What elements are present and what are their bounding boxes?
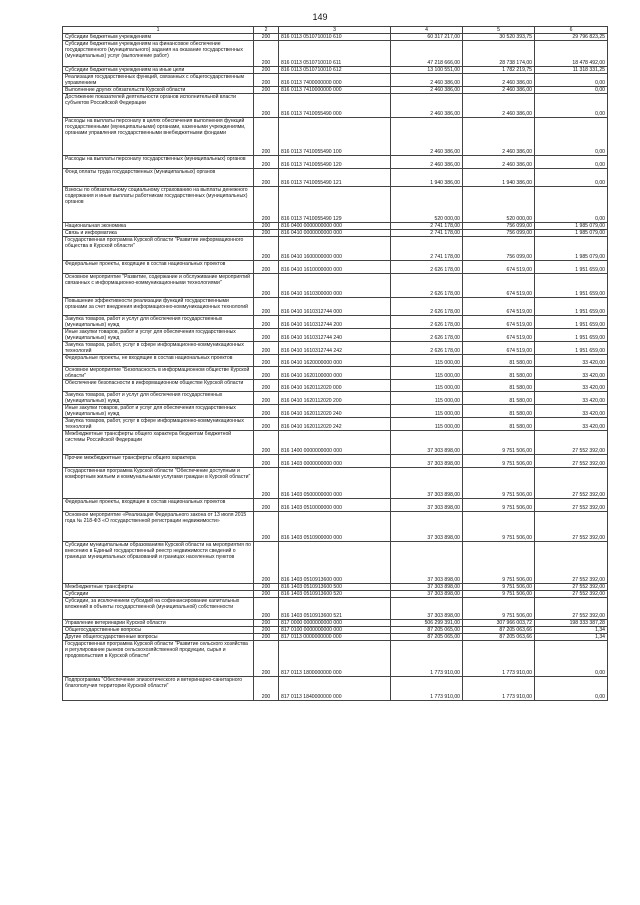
row-amount-executed-cell: 9 751 506,00 [463, 455, 535, 468]
row-name-cell: Другие общегосударственные вопросы [63, 634, 254, 641]
table-row [63, 261, 608, 274]
row-amount-remaining-cell: 0,00 [535, 641, 608, 677]
row-code-cell: 200 [254, 431, 279, 455]
row-name-cell: Федеральные проекты, не входящие в состав национальных проектов [63, 355, 254, 367]
row-kbk-cell: 817 0113 1800000000 000 [279, 641, 391, 677]
table-row [63, 342, 608, 355]
row-name-cell: Государственная программа Курской области "Развитие сельского хозяйства и регулирование рынков сельскохозяйственной продукции, сырья и продовольствия в Курской области" [63, 641, 254, 677]
row-code-cell: 200 [254, 187, 279, 223]
row-amount-approved-cell: 115 000,00 [391, 367, 463, 380]
row-kbk-cell: 816 0113 0510710010 612 [279, 67, 391, 74]
row-name-cell: Обеспечение безопасности в информационном обществе Курской области [63, 380, 254, 392]
row-amount-executed-cell: 81 580,00 [463, 392, 535, 405]
row-amount-approved-cell: 1 773 910,00 [391, 677, 463, 701]
table-row [63, 598, 608, 620]
row-amount-remaining-cell: 33 420,00 [535, 367, 608, 380]
row-kbk-cell: 816 0410 1610000000 000 [279, 261, 391, 274]
row-amount-remaining-cell: 1 951 659,00 [535, 316, 608, 329]
row-amount-executed-cell: 674 519,00 [463, 329, 535, 342]
row-code-cell: 200 [254, 584, 279, 591]
row-amount-remaining-cell: 1 951 659,00 [535, 329, 608, 342]
row-name-cell: Взносы по обязательному социальному страхованию на выплаты денежного содержания и иные выплаты работникам государственных (муниципальных) органов [63, 187, 254, 223]
row-amount-executed-cell: 756 099,00 [463, 230, 535, 237]
row-name-cell: Фонд оплаты труда государственных (муниципальных) органов [63, 169, 254, 187]
row-amount-remaining-cell: 1,34 [535, 634, 608, 641]
row-amount-approved-cell: 37 303 898,00 [391, 584, 463, 591]
row-kbk-cell: 816 0113 0510710010 610 [279, 34, 391, 41]
row-amount-executed-cell: 81 580,00 [463, 355, 535, 367]
row-name-cell: Достижение показателей деятельности органов исполнительной власти субъектов Российской Федерации [63, 94, 254, 118]
row-kbk-cell: 816 0113 7410055490 120 [279, 156, 391, 169]
row-kbk-cell: 816 1403 0500000000 000 [279, 468, 391, 499]
row-amount-executed-cell: 9 751 506,00 [463, 468, 535, 499]
row-name-cell: Реализация государственных функций, связанных с общегосударственным управлением [63, 74, 254, 87]
row-amount-remaining-cell: 0,00 [535, 74, 608, 87]
page-number: 149 [312, 12, 328, 22]
row-kbk-cell: 816 0113 0510710010 611 [279, 41, 391, 67]
row-amount-remaining-cell: 1,34 [535, 627, 608, 634]
row-amount-executed-cell: 28 738 174,00 [463, 41, 535, 67]
row-amount-approved-cell: 37 303 898,00 [391, 598, 463, 620]
row-amount-remaining-cell: 1 951 659,00 [535, 274, 608, 298]
row-name-cell: Национальная экономика [63, 223, 254, 230]
row-kbk-cell: 816 1403 0510913600 500 [279, 584, 391, 591]
row-kbk-cell: 816 0410 1610300000 000 [279, 274, 391, 298]
table-row [63, 431, 608, 455]
row-name-cell: Иные закупки товаров, работ и услуг для обеспечения государственных (муниципальных) нужд [63, 405, 254, 418]
table-row [63, 405, 608, 418]
table-row [63, 169, 608, 187]
row-amount-remaining-cell: 33 420,00 [535, 392, 608, 405]
row-amount-executed-cell: 1 782 219,75 [463, 67, 535, 74]
table-row [63, 634, 608, 641]
header-cell: 5 [463, 27, 535, 34]
row-kbk-cell: 817 0113 0000000000 000 [279, 634, 391, 641]
row-name-cell: Межбюджетные трансферты общего характера бюджетам бюджетной системы Российской Федерации [63, 431, 254, 455]
row-kbk-cell: 816 0113 7410055490 129 [279, 187, 391, 223]
row-amount-executed-cell: 87 205 063,66 [463, 627, 535, 634]
row-code-cell: 200 [254, 261, 279, 274]
row-kbk-cell: 816 0410 1620112020 240 [279, 405, 391, 418]
row-amount-approved-cell: 37 303 898,00 [391, 468, 463, 499]
row-amount-approved-cell: 37 303 898,00 [391, 455, 463, 468]
row-kbk-cell: 816 0400 0000000000 000 [279, 223, 391, 230]
row-name-cell: Основное мероприятие "Развитие, содержание и обслуживание мероприятий связанных с информационно-коммуникационными технологиями" [63, 274, 254, 298]
row-code-cell: 200 [254, 342, 279, 355]
row-amount-approved-cell: 115 000,00 [391, 355, 463, 367]
row-amount-remaining-cell: 1 951 659,00 [535, 261, 608, 274]
row-name-cell: Федеральные проекты, входящие в состав национальных проектов [63, 261, 254, 274]
row-kbk-cell: 816 0410 1610312744 000 [279, 298, 391, 316]
row-name-cell: Закупка товаров, работ и услуг для обеспечения государственных (муниципальных) нужд [63, 316, 254, 329]
row-amount-approved-cell: 520 000,00 [391, 187, 463, 223]
row-amount-remaining-cell: 33 420,00 [535, 405, 608, 418]
row-amount-executed-cell: 1 940 386,00 [463, 169, 535, 187]
row-code-cell: 200 [254, 677, 279, 701]
header-cell: 6 [535, 27, 608, 34]
row-amount-approved-cell: 13 100 551,00 [391, 67, 463, 74]
row-amount-remaining-cell: 0,00 [535, 156, 608, 169]
row-kbk-cell: 816 0410 1620100000 000 [279, 367, 391, 380]
row-amount-approved-cell: 37 303 898,00 [391, 542, 463, 584]
row-code-cell: 200 [254, 169, 279, 187]
row-amount-executed-cell: 81 580,00 [463, 380, 535, 392]
row-name-cell: Связь и информатика [63, 230, 254, 237]
row-amount-executed-cell: 756 099,00 [463, 223, 535, 230]
table-row [63, 329, 608, 342]
row-amount-remaining-cell: 1 951 659,00 [535, 342, 608, 355]
table-row [63, 591, 608, 598]
row-name-cell: Государственная программа Курской области "Развитие информационного общества в Курской области" [63, 237, 254, 261]
row-amount-remaining-cell: 27 552 392,00 [535, 542, 608, 584]
row-amount-executed-cell: 674 519,00 [463, 316, 535, 329]
row-code-cell: 200 [254, 512, 279, 542]
row-code-cell: 200 [254, 355, 279, 367]
table-row [63, 316, 608, 329]
row-amount-approved-cell: 2 626 178,00 [391, 274, 463, 298]
row-amount-approved-cell: 37 303 898,00 [391, 431, 463, 455]
row-name-cell: Федеральные проекты, входящие в состав национальных проектов [63, 499, 254, 512]
row-amount-remaining-cell: 27 552 392,00 [535, 598, 608, 620]
row-amount-executed-cell: 756 099,00 [463, 237, 535, 261]
table-row [63, 34, 608, 41]
row-amount-executed-cell: 81 580,00 [463, 418, 535, 431]
row-amount-executed-cell: 9 751 506,00 [463, 512, 535, 542]
table-row [63, 392, 608, 405]
row-amount-executed-cell: 9 751 506,00 [463, 542, 535, 584]
row-amount-executed-cell: 674 519,00 [463, 342, 535, 355]
row-code-cell: 200 [254, 598, 279, 620]
row-kbk-cell: 816 0113 7410055490 000 [279, 94, 391, 118]
row-amount-remaining-cell: 27 552 392,00 [535, 512, 608, 542]
row-kbk-cell: 816 1403 0510900000 000 [279, 512, 391, 542]
table-row [63, 94, 608, 118]
row-amount-approved-cell: 2 626 178,00 [391, 329, 463, 342]
row-kbk-cell: 816 1403 0510913600 000 [279, 542, 391, 584]
row-code-cell: 200 [254, 380, 279, 392]
row-amount-approved-cell: 37 303 898,00 [391, 591, 463, 598]
row-amount-remaining-cell: 27 552 392,00 [535, 591, 608, 598]
table-row [63, 512, 608, 542]
row-amount-remaining-cell: 18 478 492,00 [535, 41, 608, 67]
row-kbk-cell: 816 0410 0000000000 000 [279, 230, 391, 237]
row-amount-remaining-cell: 0,00 [535, 87, 608, 94]
row-code-cell: 200 [254, 499, 279, 512]
row-amount-approved-cell: 115 000,00 [391, 418, 463, 431]
budget-table [62, 26, 608, 701]
row-name-cell: Субсидии [63, 591, 254, 598]
row-kbk-cell: 816 0113 7410055490 100 [279, 118, 391, 156]
table-row [63, 677, 608, 701]
row-amount-approved-cell: 87 205 065,00 [391, 627, 463, 634]
row-name-cell: Основное мероприятие «Реализация Федерального закона от 13 июля 2015 года № 218-ФЗ «О государственной регистрации недвижимости» [63, 512, 254, 542]
row-amount-executed-cell: 9 751 506,00 [463, 431, 535, 455]
row-amount-remaining-cell: 33 420,00 [535, 380, 608, 392]
row-code-cell: 200 [254, 316, 279, 329]
row-kbk-cell: 816 0410 1620112020 242 [279, 418, 391, 431]
row-code-cell: 200 [254, 634, 279, 641]
table-row [63, 274, 608, 298]
row-kbk-cell: 816 0410 1610312744 242 [279, 342, 391, 355]
row-amount-executed-cell: 674 519,00 [463, 298, 535, 316]
row-code-cell: 200 [254, 468, 279, 499]
header-cell: 2 [254, 27, 279, 34]
row-kbk-cell: 816 1400 0000000000 000 [279, 431, 391, 455]
row-amount-remaining-cell: 0,00 [535, 677, 608, 701]
row-amount-approved-cell: 37 303 898,00 [391, 499, 463, 512]
row-amount-executed-cell: 9 751 506,00 [463, 598, 535, 620]
table-row [63, 223, 608, 230]
row-kbk-cell: 816 0113 7410055490 121 [279, 169, 391, 187]
row-code-cell: 200 [254, 418, 279, 431]
table-row [63, 230, 608, 237]
row-amount-approved-cell: 60 317 217,00 [391, 34, 463, 41]
row-amount-approved-cell: 2 460 386,00 [391, 156, 463, 169]
row-name-cell: Закупка товаров, работ, услуг в сфере информационно-коммуникационных технологий [63, 342, 254, 355]
row-kbk-cell: 816 0410 1620000000 000 [279, 355, 391, 367]
table-row [63, 584, 608, 591]
row-amount-executed-cell: 1 773 910,00 [463, 641, 535, 677]
row-amount-approved-cell: 2 626 178,00 [391, 261, 463, 274]
header-cell: 3 [279, 27, 391, 34]
row-amount-approved-cell: 115 000,00 [391, 405, 463, 418]
row-name-cell: Субсидии муниципальным образованиям Курской области на мероприятия по внесению в Единый государственный реестр недвижимости сведений о границах муниципальных образований и границах населенных пунктов [63, 542, 254, 584]
row-kbk-cell: 816 0410 1610312744 200 [279, 316, 391, 329]
row-code-cell: 200 [254, 41, 279, 67]
row-kbk-cell: 816 0410 1600000000 000 [279, 237, 391, 261]
row-amount-approved-cell: 37 303 898,00 [391, 512, 463, 542]
row-kbk-cell: 816 0410 1620112020 200 [279, 392, 391, 405]
row-amount-approved-cell: 2 460 386,00 [391, 74, 463, 87]
row-name-cell: Общегосударственные вопросы [63, 627, 254, 634]
row-amount-remaining-cell: 27 552 392,00 [535, 584, 608, 591]
row-amount-remaining-cell: 33 420,00 [535, 418, 608, 431]
row-code-cell: 200 [254, 74, 279, 87]
table-row [63, 418, 608, 431]
row-amount-remaining-cell: 11 318 331,25 [535, 67, 608, 74]
row-amount-approved-cell: 2 460 386,00 [391, 118, 463, 156]
row-amount-approved-cell: 2 626 178,00 [391, 298, 463, 316]
row-code-cell: 200 [254, 237, 279, 261]
row-code-cell: 200 [254, 87, 279, 94]
row-amount-approved-cell: 87 205 065,00 [391, 634, 463, 641]
table-row [63, 620, 608, 627]
row-amount-approved-cell: 2 741 178,00 [391, 237, 463, 261]
row-amount-remaining-cell: 0,00 [535, 169, 608, 187]
table-row [63, 355, 608, 367]
row-kbk-cell: 816 1403 0510913600 521 [279, 598, 391, 620]
row-code-cell: 200 [254, 591, 279, 598]
row-amount-remaining-cell: 1 985 079,00 [535, 223, 608, 230]
row-amount-executed-cell: 9 751 506,00 [463, 591, 535, 598]
row-name-cell: Закупка товаров, работ, услуг в сфере информационно-коммуникационных технологий [63, 418, 254, 431]
row-amount-approved-cell: 47 218 666,00 [391, 41, 463, 67]
row-name-cell: Субсидии бюджетным учреждениям [63, 34, 254, 41]
row-amount-remaining-cell: 27 552 392,00 [535, 468, 608, 499]
table-row [63, 367, 608, 380]
row-code-cell: 200 [254, 329, 279, 342]
row-amount-remaining-cell: 33 420,00 [535, 355, 608, 367]
row-amount-approved-cell: 1 940 386,00 [391, 169, 463, 187]
table-row [63, 468, 608, 499]
row-kbk-cell: 817 0100 0000000000 000 [279, 627, 391, 634]
row-amount-executed-cell: 87 205 063,66 [463, 634, 535, 641]
row-code-cell: 200 [254, 298, 279, 316]
row-amount-remaining-cell: 27 552 392,00 [535, 499, 608, 512]
row-amount-executed-cell: 1 773 910,00 [463, 677, 535, 701]
row-amount-approved-cell: 2 741 178,00 [391, 230, 463, 237]
row-name-cell: Расходы на выплаты персоналу в целях обеспечения выполнения функций государственными (муниципальными) органами, казенными учреждениями, органами управления государственными внебюджетными фондами [63, 118, 254, 156]
row-name-cell: Основное мероприятие "Безопасность в информационном обществе Курской области" [63, 367, 254, 380]
table-row [63, 41, 608, 67]
row-name-cell: Выполнение других обязательств Курской области [63, 87, 254, 94]
row-amount-approved-cell: 115 000,00 [391, 380, 463, 392]
row-code-cell: 200 [254, 620, 279, 627]
row-code-cell: 200 [254, 223, 279, 230]
row-amount-executed-cell: 81 580,00 [463, 405, 535, 418]
row-code-cell: 200 [254, 405, 279, 418]
table-row [63, 499, 608, 512]
row-amount-remaining-cell: 198 333 387,28 [535, 620, 608, 627]
row-amount-approved-cell: 506 299 391,00 [391, 620, 463, 627]
table-row [63, 187, 608, 223]
header-cell: 1 [63, 27, 254, 34]
table-row [63, 455, 608, 468]
row-code-cell: 200 [254, 392, 279, 405]
row-amount-approved-cell: 2 626 178,00 [391, 342, 463, 355]
row-amount-approved-cell: 2 741 178,00 [391, 223, 463, 230]
row-code-cell: 200 [254, 455, 279, 468]
row-code-cell: 200 [254, 641, 279, 677]
row-amount-approved-cell: 2 460 386,00 [391, 87, 463, 94]
row-amount-executed-cell: 674 519,00 [463, 274, 535, 298]
row-amount-remaining-cell: 1 985 079,00 [535, 230, 608, 237]
row-amount-remaining-cell: 1 985 079,00 [535, 237, 608, 261]
row-name-cell: Расходы на выплаты персоналу государственных (муниципальных) органов [63, 156, 254, 169]
row-amount-executed-cell: 9 751 506,00 [463, 584, 535, 591]
table-row [63, 156, 608, 169]
row-name-cell: Прочие межбюджетные трансферты общего характера [63, 455, 254, 468]
row-name-cell: Подпрограмма "Обеспечение эпизоотического и ветеринарно-санитарного благополучия территории Курской области" [63, 677, 254, 701]
row-name-cell: Управление ветеринарии Курской области [63, 620, 254, 627]
row-amount-executed-cell: 520 000,00 [463, 187, 535, 223]
row-code-cell: 200 [254, 627, 279, 634]
row-name-cell: Субсидии, за исключением субсидий на софинансирование капитальных вложений в объекты государственной (муниципальной) собственности [63, 598, 254, 620]
row-code-cell: 200 [254, 274, 279, 298]
row-amount-approved-cell: 2 460 386,00 [391, 94, 463, 118]
header-cell: 4 [391, 27, 463, 34]
row-name-cell: Иные закупки товаров, работ и услуг для обеспечения государственных (муниципальных) нужд [63, 329, 254, 342]
row-amount-approved-cell: 1 773 910,00 [391, 641, 463, 677]
table-row [63, 627, 608, 634]
row-code-cell: 200 [254, 94, 279, 118]
row-code-cell: 200 [254, 367, 279, 380]
table-row [63, 74, 608, 87]
row-kbk-cell: 816 0410 1610312744 240 [279, 329, 391, 342]
row-amount-executed-cell: 2 460 386,00 [463, 87, 535, 94]
row-code-cell: 200 [254, 542, 279, 584]
row-name-cell: Государственная программа Курской области "Обеспечение доступным и комфортным жильем и коммунальными услугами граждан в Курской области" [63, 468, 254, 499]
row-amount-remaining-cell: 0,00 [535, 94, 608, 118]
row-name-cell: Субсидии бюджетным учреждениям на финансовое обеспечение государственного (муниципального) задания на оказание государственных (муниципальных) услуг (выполнение работ) [63, 41, 254, 67]
row-kbk-cell: 817 0113 1840000000 000 [279, 677, 391, 701]
row-amount-executed-cell: 307 966 003,72 [463, 620, 535, 627]
row-amount-executed-cell: 30 520 393,75 [463, 34, 535, 41]
row-amount-executed-cell: 2 460 386,00 [463, 94, 535, 118]
table-row [63, 380, 608, 392]
row-name-cell: Межбюджетные трансферты [63, 584, 254, 591]
table-row [63, 87, 608, 94]
row-amount-approved-cell: 2 626 178,00 [391, 316, 463, 329]
row-kbk-cell: 816 1403 0510000000 000 [279, 499, 391, 512]
row-amount-approved-cell: 115 000,00 [391, 392, 463, 405]
table-row [63, 641, 608, 677]
row-code-cell: 200 [254, 34, 279, 41]
row-amount-executed-cell: 81 580,00 [463, 367, 535, 380]
row-amount-remaining-cell: 0,00 [535, 187, 608, 223]
row-kbk-cell: 816 0113 7400000000 000 [279, 74, 391, 87]
row-name-cell: Повышение эффективности реализации функций государственными органами за счет внедрения информационно-коммуникационных технологий [63, 298, 254, 316]
row-amount-remaining-cell: 1 951 659,00 [535, 298, 608, 316]
row-amount-executed-cell: 2 460 386,00 [463, 156, 535, 169]
table-row [63, 298, 608, 316]
row-amount-remaining-cell: 0,00 [535, 118, 608, 156]
row-amount-remaining-cell: 29 796 823,25 [535, 34, 608, 41]
row-name-cell: Субсидии бюджетным учреждениям на иные цели [63, 67, 254, 74]
row-name-cell: Закупка товаров, работ и услуг для обеспечения государственных (муниципальных) нужд [63, 392, 254, 405]
row-kbk-cell: 816 0113 7410000000 000 [279, 87, 391, 94]
row-amount-remaining-cell: 27 552 392,00 [535, 455, 608, 468]
row-kbk-cell: 816 1403 0510913600 520 [279, 591, 391, 598]
row-amount-executed-cell: 2 460 386,00 [463, 74, 535, 87]
row-code-cell: 200 [254, 67, 279, 74]
row-kbk-cell: 816 0410 1620112020 000 [279, 380, 391, 392]
row-code-cell: 200 [254, 230, 279, 237]
table-body [63, 34, 608, 701]
table-row [63, 67, 608, 74]
row-amount-executed-cell: 9 751 506,00 [463, 499, 535, 512]
row-code-cell: 200 [254, 156, 279, 169]
row-code-cell: 200 [254, 118, 279, 156]
row-amount-executed-cell: 674 519,00 [463, 261, 535, 274]
table-row [63, 118, 608, 156]
row-kbk-cell: 817 0000 0000000000 000 [279, 620, 391, 627]
row-amount-executed-cell: 2 460 386,00 [463, 118, 535, 156]
table-row [63, 542, 608, 584]
row-amount-remaining-cell: 27 552 392,00 [535, 431, 608, 455]
row-kbk-cell: 816 1403 0000000000 000 [279, 455, 391, 468]
table-header-row [63, 27, 608, 34]
table-row [63, 237, 608, 261]
